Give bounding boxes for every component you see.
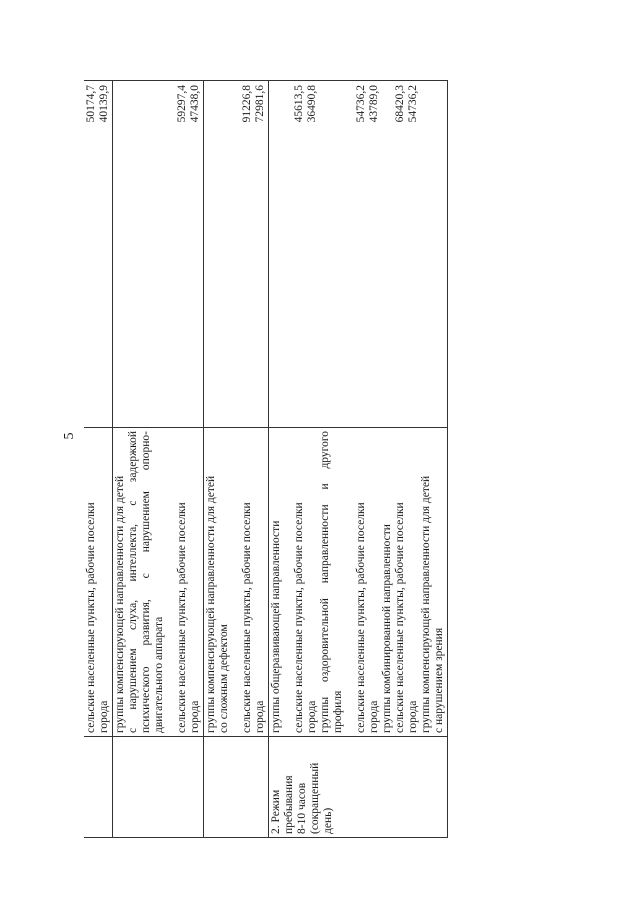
group-hearing-label: группы компенсирующей направленности для детей с нарушением слуха, интеллекта, с задержкой психического развития, с нарушением опорно- двигательного аппарата сельские населенные пункты, рабочие поселки города <box>113 428 204 737</box>
groups-section: группы общеразвивающей направленности сельские населенные пункты, рабочие поселки города группы оздоровительной направленности и другого профиля сельские населенные пункты, рабочие поселки города группы комбинированной направленности сельские населенные пункты, рабочие поселки города группы компенсирующей направленности для детей с нарушением зрения <box>269 428 448 737</box>
page-number: 5 <box>62 432 77 440</box>
cost-table <box>84 80 448 838</box>
table-row <box>113 81 204 838</box>
table-row <box>204 81 269 838</box>
group-complex-values: 91226,8 72981,6 <box>204 81 269 428</box>
group-complex-label: группы компенсирующей направленности для детей со сложным дефектом сельские населенные пункты, рабочие поселки города <box>204 428 269 737</box>
row-label: сельские населенные пункты, рабочие поселки города <box>84 428 113 737</box>
mode-label: 2. Режим пребывания 8-10 часов (сокращенный день) <box>269 737 448 838</box>
groups-values: 45613,5 36490,8 54736,2 43789,0 68420,3 54736,2 <box>269 81 448 428</box>
rotated-table-container <box>84 80 539 838</box>
group-hearing-values: 59297,4 47438,0 <box>113 81 204 428</box>
table-row <box>84 81 113 838</box>
table-row <box>269 81 448 838</box>
row-values: 50174,7 40139,9 <box>84 81 113 428</box>
